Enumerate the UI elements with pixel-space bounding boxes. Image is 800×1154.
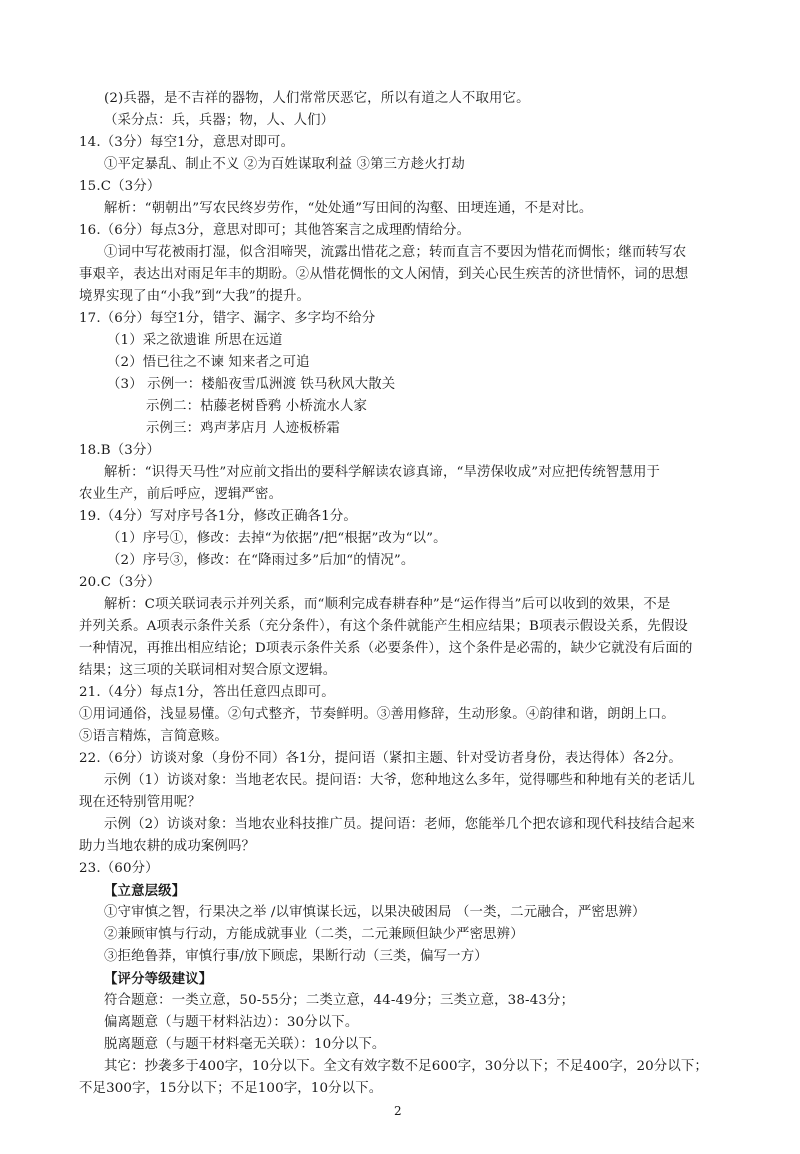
text-line: 不足300字，15分以下；不足100字，10分以下。 [79, 1081, 383, 1096]
text-line: （2）序号③，修改：在“降雨过多”后加“的情况”。 [107, 553, 415, 568]
page-number: 2 [394, 1104, 402, 1118]
text-line: ③拒绝鲁莽，审慎行事/放下顾虑，果断行动（三类，偏写一方） [104, 949, 488, 964]
text-line: (2)兵器，是不吉祥的器物，人们常常厌恶它，所以有道之人不取用它。 [104, 91, 530, 106]
text-line: ①用词通俗，浅显易懂。②句式整齐，节奏鲜明。③善用修辞，生动形象。④韵律和谐，朗朗上口。 [79, 707, 675, 722]
text-line: 现在还特别管用呢？ [79, 795, 201, 810]
text-line: 偏离题意（与题干材料沾边）：30分以下。 [104, 1015, 359, 1030]
text-line: 17.（6分）每空1分，错字、漏字、多字均不给分 [79, 311, 376, 326]
section-heading: 【评分等级建议】 [104, 971, 213, 987]
text-line: 境界实现了由“小我”到“大我”的提升。 [79, 289, 311, 304]
text-line: （2）悟已往之不谏 知来者之可追 [107, 355, 310, 370]
text-line: 23.（60分） [79, 861, 159, 876]
text-line: 解析：C项关联词表示并列关系，而“顺利完成春耕春种”是“运作得当”后可以收到的效果，不是 [104, 597, 671, 612]
text-line: 并列关系。A项表示条件关系（充分条件），有这个条件就能产生相应结果；B项表示假设关系，先假设 [79, 619, 688, 634]
text-line: 事艰辛，表达出对雨足年丰的期盼。②从惜花惆怅的文人闲情，到关心民生疾苦的济世情怀，词的思想 [79, 267, 689, 282]
text-line: 19.（4分）写对序号各1分，修改正确各1分。 [79, 509, 357, 524]
text-line: 15.C（3分） [79, 179, 161, 194]
text-line: ⑤语言精炼，言简意赅。 [79, 729, 228, 744]
text-line: 示例二：枯藤老树昏鸦 小桥流水人家 [146, 399, 368, 414]
text-line: 结果；这三项的关联词相对契合原文逻辑。 [79, 663, 337, 678]
section-heading: 【立意层级】 [104, 883, 186, 899]
text-line: ①守审慎之智，行果决之举 /以审慎谋长远，以果决破困局 （一类，二元融合，严密思辨） [104, 905, 646, 920]
text-line: 16.（6分）每点3分，意思对即可；其他答案言之成理酌情给分。 [79, 223, 471, 238]
text-line: ①词中写花被雨打湿，似含泪啼哭，流露出惜花之意；转而直言不要因为惜花而惆怅；继而转写农 [104, 245, 687, 260]
text-line: 21.（4分）每点1分，答出任意四点即可。 [79, 685, 335, 700]
text-line: 14.（3分）每空1分，意思对即可。 [79, 135, 295, 150]
text-line: 脱离题意（与题干材料毫无关联）：10分以下。 [104, 1037, 386, 1052]
text-line: 符合题意：一类立意，50-55分；二类立意，44-49分；三类立意，38-43分； [104, 993, 575, 1008]
text-line: （1）采之欲遗谁 所思在远道 [107, 333, 283, 348]
text-line: ①平定暴乱、制止不义 ②为百姓谋取利益 ③第三方趁火打劫 [104, 157, 465, 172]
text-line: 农业生产，前后呼应，逻辑严密。 [79, 487, 283, 502]
text-line: （1）序号①，修改：去掉“为依据”/把“根据”改为“以”。 [107, 531, 447, 546]
text-line: （3） 示例一：楼船夜雪瓜洲渡 铁马秋风大散关 [107, 377, 396, 392]
text-line: 其它：抄袭多于400字，10分以下。全文有效字数不足600字，30分以下；不足400字，20分以下； [104, 1059, 708, 1074]
text-line: （采分点：兵，兵器；物，人、人们） [104, 113, 335, 128]
text-line: 示例（1）访谈对象：当地老农民。提问语：大爷，您种地这么多年，觉得哪些和种地有关的老话儿 [104, 773, 695, 788]
text-line: 18.B（3分） [79, 443, 161, 458]
text-line: ②兼顾审慎与行动，方能成就事业（二类，二元兼顾但缺少严密思辨） [104, 927, 524, 942]
text-line: 一种情况，再推出相应结论；D项表示条件关系（必要条件），这个条件是必需的，缺少它就没有后面的 [79, 641, 693, 656]
text-line: 解析：“识得天马性”对应前文指出的要科学解读农谚真谛，“旱涝保收成”对应把传统智慧用于 [104, 465, 661, 480]
text-line: 解析：“朝朝出”写农民终岁劳作，“处处通”写田间的沟壑、田埂连通，不是对比。 [104, 201, 593, 216]
text-line: 示例（2）访谈对象：当地农业科技推广员。提问语：老师，您能举几个把农谚和现代科技结合起来 [104, 817, 695, 832]
text-line: 示例三：鸡声茅店月 人迹板桥霜 [146, 421, 340, 436]
text-line: 20.C（3分） [79, 575, 161, 590]
text-line: 助力当地农耕的成功案例吗？ [79, 839, 256, 854]
text-line: 22.（6分）访谈对象（身份不同）各1分，提问语（紧扣主题、针对受访者身份，表达得体）各2分。 [79, 751, 682, 766]
